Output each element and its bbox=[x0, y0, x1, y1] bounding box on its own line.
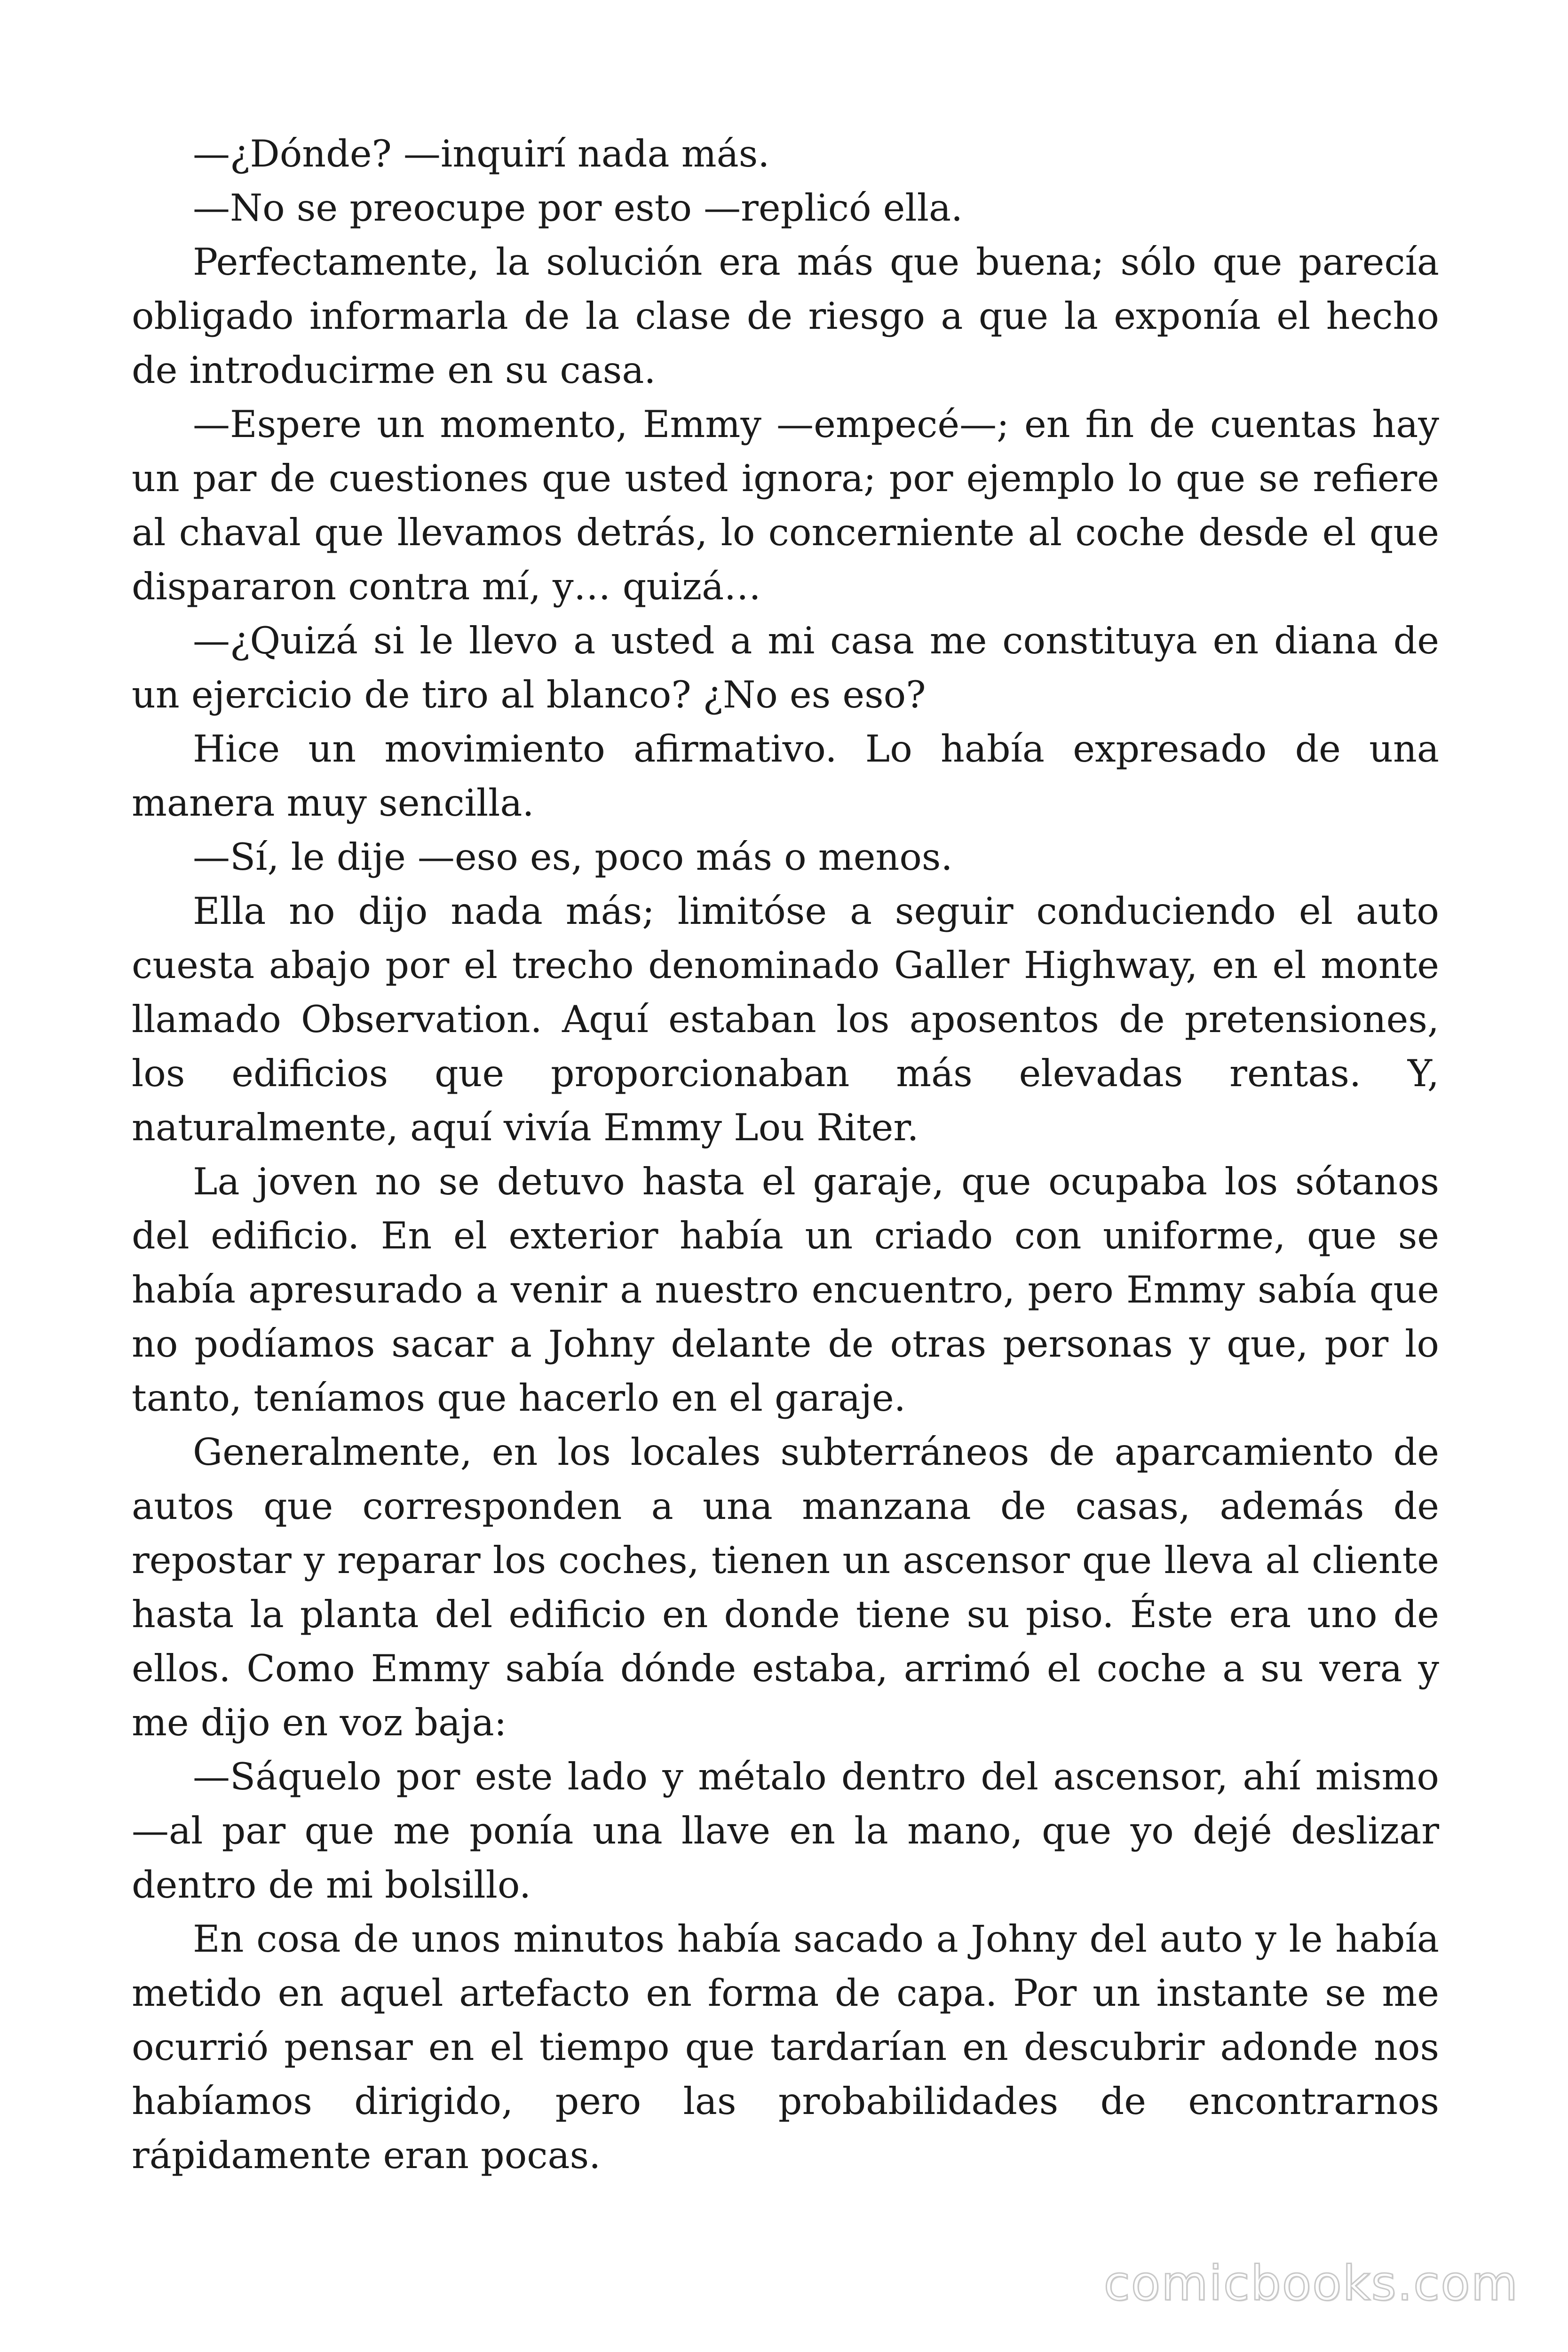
paragraph: —Sí, le dije —eso es, poco más o menos. bbox=[193, 835, 953, 879]
paragraph: —Sáquelo por este lado y métalo dentro del ascensor, ahí mismo —al par que me ponía una llave en la mano, que yo dejé deslizar dentro de mi bolsillo. bbox=[132, 1755, 1439, 1907]
paragraph: —¿Dónde? —inquirí nada más. bbox=[193, 132, 770, 175]
body-text bbox=[132, 127, 1439, 2183]
paragraph: Hice un movimiento afirmativo. Lo había expresado de una manera muy sencilla. bbox=[132, 727, 1439, 825]
paragraph: —No se preocupe por esto —replicó ella. bbox=[193, 186, 963, 230]
paragraph: —¿Quizá si le llevo a usted a mi casa me constituya en diana de un ejercicio de tiro al blanco? ¿No es eso? bbox=[132, 619, 1439, 716]
paragraph: —Espere un momento, Emmy —empecé—; en fin de cuentas hay un par de cuestiones que usted ignora; por ejemplo lo que se refiere al chaval que llevamos detrás, lo concerniente al coche desde el que dispararon contra mí, y… quizá… bbox=[132, 403, 1439, 608]
paragraph: Generalmente, en los locales subterráneos de aparcamiento de autos que corresponden a una manzana de casas, además de repostar y reparar los coches, tienen un ascensor que lleva al cliente hasta la planta del edificio en donde tiene su piso. Éste era uno de ellos. Como Emmy sabía dónde estaba, arrimó el coche a su vera y me dijo en voz baja: bbox=[132, 1430, 1439, 1744]
paragraph: En cosa de unos minutos había sacado a Johny del auto y le había metido en aquel artefacto en forma de capa. Por un instante se me ocurrió pensar en el tiempo que tardarían en descubrir adonde nos habíamos dirigido, pero las probabilidades de encontrarnos rápidamente eran pocas. bbox=[132, 1917, 1439, 2177]
paragraph: Perfectamente, la solución era más que buena; sólo que parecía obligado informarla de la clase de riesgo a que la exponía el hecho de introducirme en su casa. bbox=[132, 240, 1439, 392]
watermark: comicbooks.com bbox=[1103, 2256, 1519, 2312]
paragraph: Ella no dijo nada más; limitóse a seguir conduciendo el auto cuesta abajo por el trecho denominado Galler Highway, en el monte llamado Observation. Aquí estaban los aposentos de pretensiones, los edificios que proporcionaban más elevadas rentas. Y, naturalmente, aquí vivía Emmy Lou Riter. bbox=[132, 890, 1439, 1149]
paragraph: La joven no se detuvo hasta el garaje, que ocupaba los sótanos del edificio. En el exterior había un criado con uniforme, que se había apresurado a venir a nuestro encuentro, pero Emmy sabía que no podíamos sacar a Johny delante de otras personas y que, por lo tanto, teníamos que hacerlo en el garaje. bbox=[132, 1160, 1439, 1420]
